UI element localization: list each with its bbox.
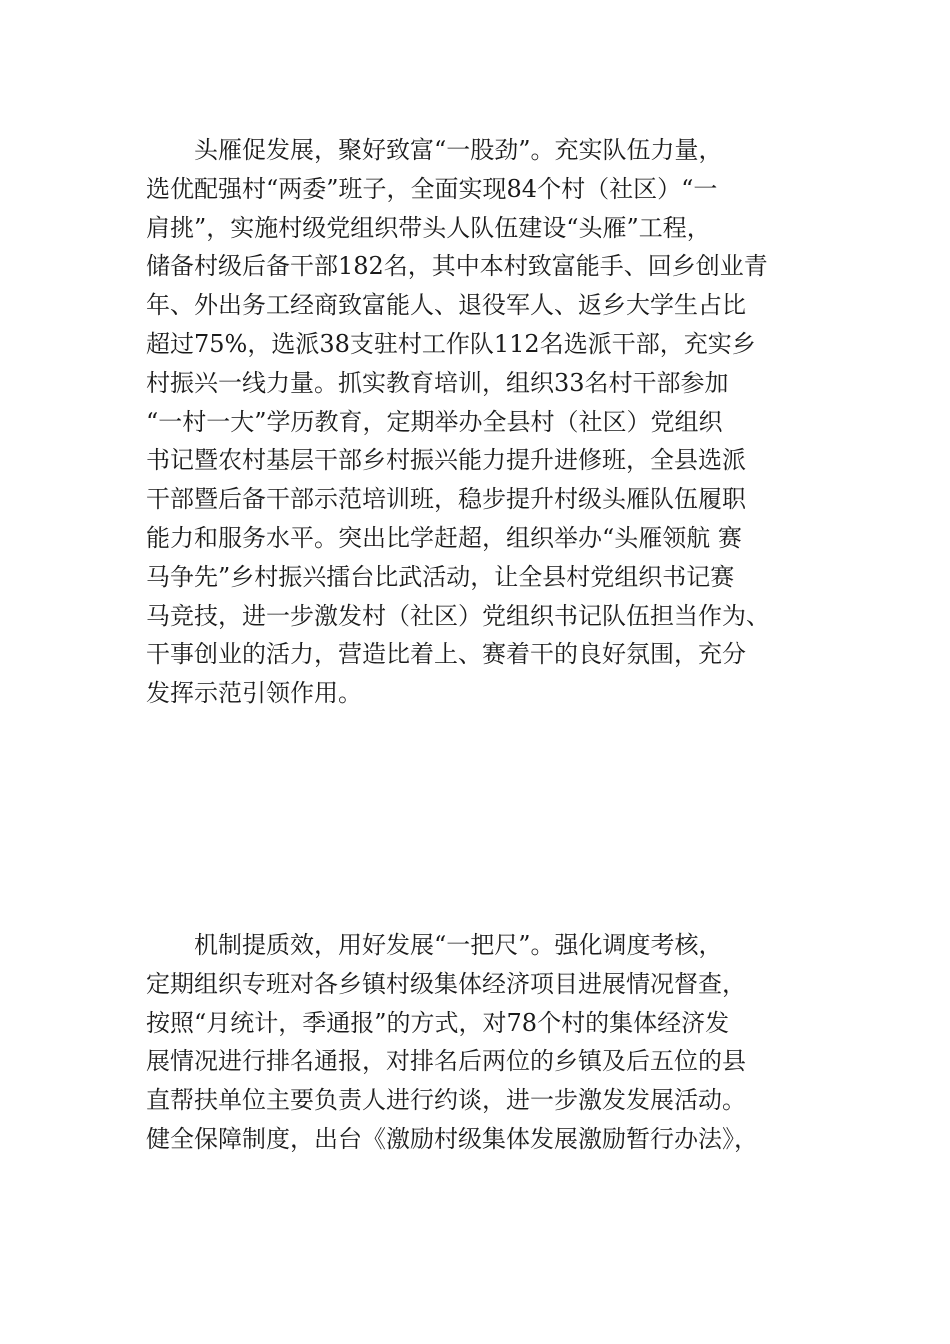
paragraph-line: 年、外出务工经商致富能人、退役军人、返乡大学生占比 (146, 291, 746, 320)
paragraph-line: 超过75%，选派38支驻村工作队112名选派干部，充实乡 (146, 329, 756, 358)
paragraph-line: 村振兴一线力量。抓实教育培训，组织33名村干部参加 (146, 368, 729, 397)
paragraph-line: 能力和服务水平。突出比学赶超，组织举办“头雁领航 赛 (146, 523, 742, 552)
paragraph-line: 储备村级后备干部182名，其中本村致富能手、回乡创业青 (146, 252, 768, 281)
paragraph-line: 定期组织专班对各乡镇村级集体经济项目进展情况督查， (146, 969, 746, 998)
paragraph-line: 选优配强村“两委”班子，全面实现84个村（社区）“一 (146, 174, 718, 203)
paragraph-line: 发挥示范引领作用。 (146, 679, 362, 708)
paragraph-line: 健全保障制度，出台《激励村级集体发展激励暂行办法》， (146, 1124, 758, 1153)
paragraph-line: 直帮扶单位主要负责人进行约谈，进一步激发发展活动。 (146, 1086, 746, 1115)
paragraph-line: 马争先”乡村振兴擂台比武活动，让全县村党组织书记赛 (146, 562, 735, 591)
paragraph-line: 干部暨后备干部示范培训班，稳步提升村级头雁队伍履职 (146, 485, 746, 514)
paragraph-line: 书记暨农村基层干部乡村振兴能力提升进修班，全县选派 (146, 446, 746, 475)
paragraph-lead-geese (146, 131, 816, 713)
paragraph-line: 马竞技，进一步激发村（社区）党组织书记队伍担当作为、 (146, 601, 770, 630)
paragraph-line: 头雁促发展，聚好致富“一股劲”。充实队伍力量， (194, 136, 723, 164)
paragraph-mechanism (146, 926, 816, 1159)
paragraph-line: 干事创业的活力，营造比着上、赛着干的良好氛围，充分 (146, 640, 746, 669)
paragraph-line: 展情况进行排名通报，对排名后两位的乡镇及后五位的县 (146, 1047, 746, 1076)
paragraph-line: “一村一大”学历教育，定期举办全县村（社区）党组织 (146, 407, 723, 436)
paragraph-line: 肩挑”，实施村级党组织带头人队伍建设“头雁”工程， (146, 213, 711, 242)
paragraph-line: 按照“月统计，季通报”的方式，对78个村的集体经济发 (146, 1008, 730, 1037)
paragraph-line: 机制提质效，用好发展“一把尺”。强化调度考核， (194, 931, 723, 959)
